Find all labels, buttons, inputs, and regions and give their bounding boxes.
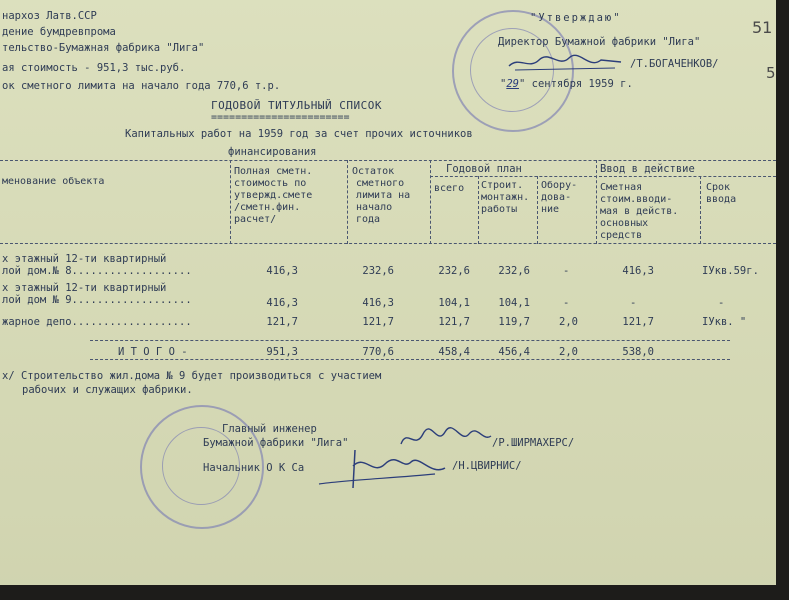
- totals-commission-cost: 538,0: [622, 346, 654, 358]
- totals-bottom-rule: [90, 359, 730, 360]
- approval-date: "29" сентября 1959 г.: [500, 78, 633, 90]
- approval-director: Директор Бумажной фабрики "Лига": [498, 36, 701, 48]
- row-name-line-1: х этажный 12-ти квартирный: [2, 282, 167, 294]
- totals-remainder: 770,6: [362, 346, 394, 358]
- cell-remainder: 416,3: [362, 297, 394, 309]
- col-header-equipment-1: Обору-: [541, 180, 578, 191]
- col-header-commission-cost-1: Сметная: [600, 182, 643, 193]
- approval-heading: "Утверждаю": [530, 12, 622, 24]
- cell-remainder: 232,6: [362, 265, 394, 277]
- col-header-full-cost-3: утвержд.смете: [234, 190, 313, 201]
- document-title: ГОДОВОЙ ТИТУЛЬНЫЙ СПИСОК: [211, 99, 382, 112]
- footnote-line-1: х/ Строительство жил.дома № 9 будет производиться с участием: [2, 370, 382, 382]
- approval-date-rest: сентября 1959 г.: [531, 78, 633, 90]
- col-header-full-cost-4: /сметн.фин.: [234, 202, 301, 213]
- cell-remainder: 121,7: [362, 316, 394, 328]
- oks-title: Начальник О К Са: [203, 462, 305, 474]
- pencil-number-second: 5: [766, 64, 776, 82]
- col-header-name: менование объекта: [2, 176, 105, 187]
- cell-construction: 104,1: [498, 297, 530, 309]
- cell-term: -: [718, 297, 725, 309]
- col-header-remainder-1: Остаток: [352, 166, 395, 177]
- col-header-construction-2: монтажн.: [481, 192, 530, 203]
- row-name-line-2: лой дом № 9...................: [2, 294, 192, 306]
- cell-term: IУкв. ": [702, 316, 747, 328]
- row-name-line-1: х этажный 12-ти квартирный: [2, 253, 167, 265]
- cell-total: 232,6: [438, 265, 470, 277]
- cell-commission-cost: 416,3: [622, 265, 654, 277]
- org-line-1: нархоз Латв.ССР: [2, 10, 97, 22]
- totals-top-rule: [90, 340, 730, 341]
- col-header-annual-plan: Годовой план: [446, 163, 522, 175]
- totals-total: 458,4: [438, 346, 470, 358]
- cell-full-cost: 416,3: [266, 265, 298, 277]
- cell-commission-cost: -: [630, 297, 637, 309]
- col-header-full-cost-1: Полная сметн.: [234, 166, 313, 177]
- col-header-total: всего: [434, 183, 465, 194]
- title-subtitle-2: финансирования: [228, 146, 317, 158]
- cell-total: 121,7: [438, 316, 470, 328]
- col-divider: [230, 160, 231, 244]
- engineer-title-1: Главный инженер: [222, 423, 317, 435]
- col-divider: [347, 160, 348, 244]
- cell-equipment: 2,0: [559, 316, 578, 328]
- limit-line: ок сметного лимита на начало года 770,6 т.р.: [2, 80, 281, 92]
- title-subtitle-1: Капитальных работ на 1959 год за счет прочих источников: [125, 128, 473, 140]
- row-name-line-2: лой дом.№ 8...................: [2, 265, 192, 277]
- cell-full-cost: 416,3: [266, 297, 298, 309]
- col-header-commission-cost-3: мая в действ.: [600, 206, 679, 217]
- col-header-equipment-2: дова-: [541, 192, 572, 203]
- oks-signature: [315, 440, 455, 498]
- col-header-remainder-4: начало: [356, 202, 393, 213]
- col-header-commissioning: Ввод в действие: [600, 163, 695, 175]
- director-signature: [505, 48, 625, 76]
- title-underline: =======================: [211, 112, 350, 123]
- col-header-construction-1: Строит.: [481, 180, 524, 191]
- org-line-2: дение бумдревпрома: [2, 26, 116, 38]
- cell-term: IУкв.59г.: [702, 265, 759, 277]
- col-header-remainder-3: лимита на: [356, 190, 411, 201]
- footnote-line-2: рабочих и служащих фабрики.: [22, 384, 193, 396]
- pencil-number-top: 51: [752, 18, 773, 37]
- col-header-equipment-3: ние: [541, 204, 560, 215]
- cell-construction: 232,6: [498, 265, 530, 277]
- totals-construction: 456,4: [498, 346, 530, 358]
- row-name-line-2: жарное депо...................: [2, 316, 192, 328]
- cell-full-cost: 121,7: [266, 316, 298, 328]
- oks-name: /Н.ЦВИРНИС/: [452, 460, 522, 472]
- cell-total: 104,1: [438, 297, 470, 309]
- totals-equipment: 2,0: [559, 346, 578, 358]
- table-header-bottom-rule: [0, 243, 776, 244]
- cell-equipment: -: [563, 297, 570, 309]
- table-subheader-rule: [430, 176, 776, 177]
- col-header-full-cost-2: стоимость по: [234, 178, 307, 189]
- engineer-title-2: Бумажной фабрики "Лига": [203, 437, 349, 449]
- table-top-rule: [0, 160, 776, 161]
- cell-equipment: -: [563, 265, 570, 277]
- engineer-name: /Р.ШИРМАХЕРС/: [492, 437, 575, 449]
- director-name: /Т.БОГАЧЕНКОВ/: [630, 58, 719, 70]
- col-header-term-1: Срок: [706, 182, 731, 193]
- col-header-commission-cost-2: стоим.вводи-: [600, 194, 673, 205]
- col-divider: [478, 176, 479, 244]
- col-header-commission-cost-4: основных: [600, 218, 649, 229]
- col-header-full-cost-5: расчет/: [234, 214, 277, 225]
- col-header-remainder-5: года: [356, 214, 381, 225]
- approval-date-day: 29: [506, 78, 519, 90]
- totals-label: И Т О Г О -: [118, 346, 188, 358]
- col-header-remainder-2: сметного: [356, 178, 405, 189]
- col-divider: [430, 160, 431, 244]
- totals-full-cost: 951,3: [266, 346, 298, 358]
- org-line-3: тельство-Бумажная фабрика "Лига": [2, 42, 205, 54]
- col-divider: [537, 176, 538, 244]
- col-header-construction-3: работы: [481, 204, 518, 215]
- col-divider: [700, 176, 701, 244]
- cost-line: ая стоимость - 951,3 тыс.руб.: [2, 62, 186, 74]
- cell-commission-cost: 121,7: [622, 316, 654, 328]
- col-header-term-2: ввода: [706, 194, 737, 205]
- col-divider: [596, 160, 597, 244]
- cell-construction: 119,7: [498, 316, 530, 328]
- col-header-commission-cost-5: средств: [600, 230, 643, 241]
